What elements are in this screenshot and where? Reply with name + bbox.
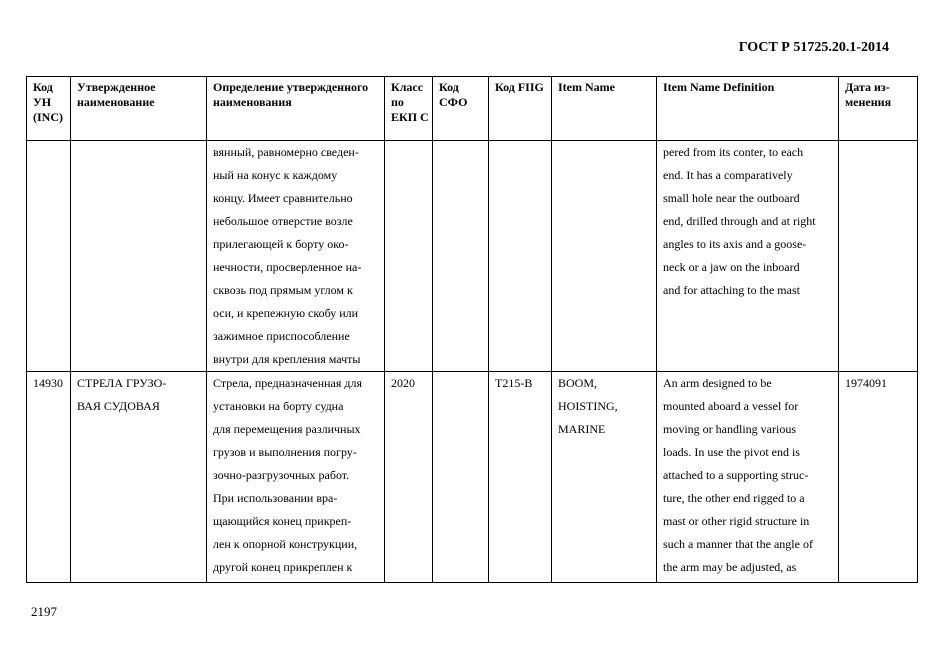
cell-item-name	[552, 141, 657, 372]
cell-class	[385, 141, 433, 372]
document-header: ГОСТ Р 51725.20.1-2014	[738, 40, 889, 55]
column-header-class: Класс по ЕКП С	[385, 77, 433, 141]
cell-code	[27, 141, 71, 372]
table-row	[27, 372, 918, 583]
cell-item-definition: pered from its conter, to each end. It has a comparatively small hole near the outboard end, drilled through and at right angles to its axis and a goose- neck or a jaw on the inboard and for attaching to the mast	[657, 141, 839, 372]
cell-fiig: T215-B	[489, 372, 552, 583]
cell-fiig	[489, 141, 552, 372]
column-header-inc: Код УН (INC)	[27, 77, 71, 141]
registry-table	[26, 76, 918, 583]
column-header-item-name: Item Name	[552, 77, 657, 141]
column-header-item-definition: Item Name Definition	[657, 77, 839, 141]
column-header-definition: Определение утвержденного наименования	[207, 77, 385, 141]
cell-code: 14930	[27, 372, 71, 583]
cell-class: 2020	[385, 372, 433, 583]
cell-definition: Стрела, предназначенная для установки на борту судна для перемещения различных грузов и выполнения погру- зочно-разгрузочных работ. При использовании вра- щающийся конец прикреп- лен к опорной конструкции, другой конец прикреплен к	[207, 372, 385, 583]
column-header-fiig: Код FIIG	[489, 77, 552, 141]
cell-item-definition: An arm designed to be mounted aboard a vessel for moving or handling various loads. In use the pivot end is attached to a supporting struc- ture, the other end rigged to a mast or other rigid structure in such a manner that the angle of the arm may be adjusted, as	[657, 372, 839, 583]
cell-date	[839, 141, 918, 372]
cell-name: СТРЕЛА ГРУЗО- ВАЯ СУДОВАЯ	[71, 372, 207, 583]
cell-definition: вянный, равномерно сведен- ный на конус к каждому концу. Имеет сравнительно небольшое отверстие возле прилегающей к борту око- нечности, просверленное на- сквозь под прямым углом к оси, и крепежную скобу или зажимное приспособление внутри для крепления мачты	[207, 141, 385, 372]
cell-date: 1974091	[839, 372, 918, 583]
cell-name	[71, 141, 207, 372]
table-header-row	[27, 77, 918, 141]
cell-item-name: BOOM, HOISTING, MARINE	[552, 372, 657, 583]
page-number: 2197	[31, 604, 57, 619]
column-header-sfo: Код СФО	[433, 77, 489, 141]
cell-sfo	[433, 141, 489, 372]
column-header-change-date: Дата из- менения	[839, 77, 918, 141]
table-row	[27, 141, 918, 372]
cell-sfo	[433, 372, 489, 583]
column-header-approved-name: Утвержденное наименование	[71, 77, 207, 141]
